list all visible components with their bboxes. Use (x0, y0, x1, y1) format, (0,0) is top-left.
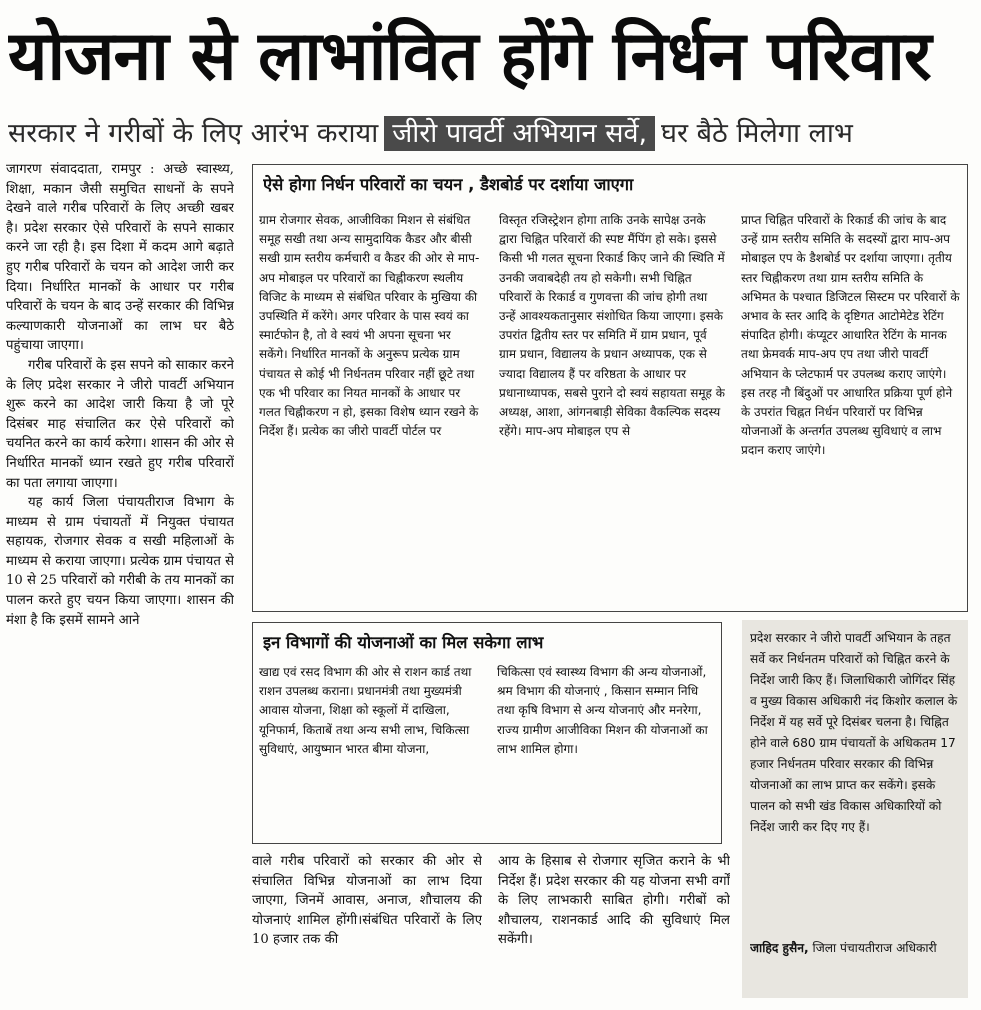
quote-designation: जिला पंचायतीराज अधिकारी (812, 941, 937, 955)
headline: योजना से लाभांवित होंगे निर्धन परिवार (8, 17, 931, 96)
article-continuation-col-2: आय के हिसाब से रोजगार सृजित कराने के भी निर्देश हैं। प्रदेश सरकार की यह योजना सभी वर्गों के लिए लाभकारी साबित होगी। गरीबों को शौचालय, राशनकार्ड आदि की सुविधाएं मिल सकेंगी। (498, 854, 730, 948)
departments-box-col-2: चिकित्सा एवं स्वास्थ्य विभाग की अन्य योजनाओं, श्रम विभाग की योजनाएं , किसान सम्मान निधि तथा कृषि विभाग से अन्य योजनाएं और मनरेगा, राज्य ग्रामीण आजीविका मिशन की योजनाओं का लाभ शामिल होगा। (497, 665, 708, 756)
departments-box-col-1: खाद्य एवं रसद विभाग की ओर से राशन कार्ड तथा राशन उपलब्ध कराना। प्रधानमंत्री तथा मुख्यमंत्री आवास योजना, शिक्षा को स्कूलों में दाखिला, यूनिफार्म, किताबें तथा अन्य सभी लाभ, चिकित्सा सुविधाएं, आयुष्मान भारत बीमा योजना, (259, 665, 472, 756)
selection-box-col-1: ग्राम रोजगार सेवक, आजीविका मिशन से संबंधित समूह सखी तथा अन्य सामुदायिक कैडर और बीसी सखी ग्राम स्तरीय कर्मचारी व कैडर की ओर से माप-अप मोबाइल पर परिवारों का चिह्नीकरण स्थलीय विजिट के माध्यम से संबंधित परिवार के मुखिया की उपस्थिति में करेंगे। अगर परिवार के पास स्वयं का स्मार्टफोन है, तो वे स्वयं भी अपना सूचना भर सकेंगे। निर्धारित मानकों के अनुरूप प्रत्येक ग्राम पंचायत से कोई भी निर्धनतम परिवार नहीं छूटे तथा एक भी परिवार का नियत मानकों के आधार पर गलत चिह्नीकरण न हो, इसका विशेष ध्यान रखने के निर्देश हैं। प्रत्येक का जीरो पावर्टी पोर्टल पर (259, 213, 480, 439)
article-continuation (252, 852, 736, 1002)
departments-box-title: इन विभागों की योजनाओं का मिल सकेगा लाभ (263, 633, 544, 652)
subheadline-highlight: जीरो पावर्टी अभियान सर्वे, (384, 116, 655, 151)
selection-process-box (252, 164, 968, 612)
quote-author: जाहिद हुसैन, (750, 941, 809, 955)
main-article-column (6, 160, 234, 1002)
selection-box-col-2: विस्तृत रजिस्ट्रेशन होगा ताकि उनके सापेक्ष उनके द्वारा चिह्नित परिवारों की स्पष्ट मैंपिंग हो सके। इससे किसी भी गलत सूचना रिकार्ड किए जाने की स्थिति में उनकी जवाबदेही तय हो सकेगी। सभी चिह्नित परिवारों के रिकार्ड व गुणवत्ता की जांच होगी तथा उन्हें आवश्यकतानुसार संशोधित किया जाएगा। इसके उपरांत द्वितीय स्तर पर समिति में ग्राम प्रधान, पूर्व ग्राम प्रधान, विद्यालय के प्रधान अध्यापक, एक से ज्यादा विद्यालय हैं पर वरिष्ठता के आधार पर प्रधानाध्यापक, सबसे पुराने दो स्वयं सहायता समूह के अध्यक्ष, आशा, आंगनबाड़ी सेविका वैकल्पिक सदस्य रहेंगे। माप-अप मोबाइल एप से (499, 213, 725, 439)
selection-box-col-3: प्राप्त चिह्नित परिवारों के रिकार्ड की जांच के बाद उन्हें ग्राम स्तरीय समिति के सदस्यों द्वारा माप-अप मोबाइल एप के डैशबोर्ड पर दर्शाया जाएगा। तृतीय स्तर चिह्नीकरण तथा ग्राम स्तरीय समिति के अभिमत के पश्चात डिजिटल सिस्टम पर परिवारों के अभाव के स्तर आदि के दृष्टिगत आटोमेटेड रेटिंग संपादित होगी। कंप्यूटर आधारित रेटिंग के मानक तथा फ्रेमवर्क माप-अप एप तथा जीरो पावर्टी अभियान के प्लेटफार्म पर उपलब्ध कराए जाएंगे। इस तरह नौ बिंदुओं पर आधारित प्रक्रिया पूर्ण होने के उपरांत चिह्नत निर्धन परिवारों पर विभिन्न योजनाओं के अन्तर्गत उपलब्ध सुविधाएं व लाभ प्रदान कराए जाएंगे। (741, 213, 960, 458)
subheadline-after: घर बैठे मिलेगा लाभ (661, 118, 853, 149)
subheadline-before: सरकार ने गरीबों के लिए आरंभ कराया (8, 118, 379, 149)
article-paragraph-1: जागरण संवाददाता, रामपुर : अच्छे स्वास्थ्य, शिक्षा, मकान जैसी समुचित साधनों के सपने देखने वाले गरीब परिवारों के लिए अच्छी खबर है। प्रदेश सरकार ऐसे परिवारों के सपने साकार करने जा रही है। इस दिशा में कदम आगे बढ़ाते हुए गरीब परिवारों के चयन को आदेश जारी कर दिया। निर्धारित मानकों के आधार पर गरीब परिवारों के चयन के बाद उन्हें सरकार की विभिन्न कल्याणकारी योजनाओं का लाभ घर बैठे पहुंचाया जाएगा। (6, 162, 234, 354)
article-paragraph-3: यह कार्य जिला पंचायतीराज विभाग के माध्यम से ग्राम पंचायतों में नियुक्त पंचायत सहायक, रोजगार सेवक व सखी महिलाओं के माध्यम से कराया जाएगा। प्रत्येक ग्राम पंचायत से 10 से 25 परिवारों को गरीबी के तय मानकों का पालन करते हुए चयन किया जाएगा। शासन की मंशा है कि इसमें सामने आने (6, 495, 234, 628)
quote-attribution (750, 938, 960, 982)
article-continuation-col-1: वाले गरीब परिवारों को सरकार की ओर से संचालित विभिन्न योजनाओं का लाभ दिया जाएगा, जिनमें आवास, अनाज, शौचालय की योजनाएं शामिल होंगी।संबंधित परिवारों के लिए 10 हजार तक की (252, 854, 482, 948)
departments-box (252, 622, 722, 844)
subheadline (8, 112, 973, 156)
selection-box-title: ऐसे होगा निर्धन परिवारों का चयन , डैशबोर्ड पर दर्शाया जाएगा (263, 175, 634, 194)
official-quote-box (742, 620, 968, 998)
quote-text: प्रदेश सरकार ने जीरो पावर्टी अभियान के तहत सर्वे कर निर्धनतम परिवारों को चिह्नित करने के निर्देश जारी किए हैं। जिलाधिकारी जोगिंदर सिंह व मुख्य विकास अधिकारी नंद किशोर कलाल के निर्देश में यह सर्वे पूरे दिसंबर चलना है। चिह्नित होने वाले 680 ग्राम पंचायतों के अधिकतम 17 हजार निर्धनतम परिवार सरकार की विभिन्न योजनाओं का लाभ प्राप्त कर सकेंगे। इसके पालन को सभी खंड विकास अधिकारियों को निर्देश जारी कर दिए गए हैं। (750, 631, 958, 834)
article-paragraph-2: गरीब परिवारों के इस सपने को साकार करने के लिए प्रदेश सरकार ने जीरो पावर्टी अभियान शुरू करने का आदेश जारी किया है जो पूरे दिसंबर माह संचालित कर ऐसे परिवारों को चयनित करने का कार्य करेगा। शासन की ओर से निर्धारित मानकों ध्यान रखते हुए गरीब परिवारों का पता लगाया जाएगा। (6, 357, 234, 491)
